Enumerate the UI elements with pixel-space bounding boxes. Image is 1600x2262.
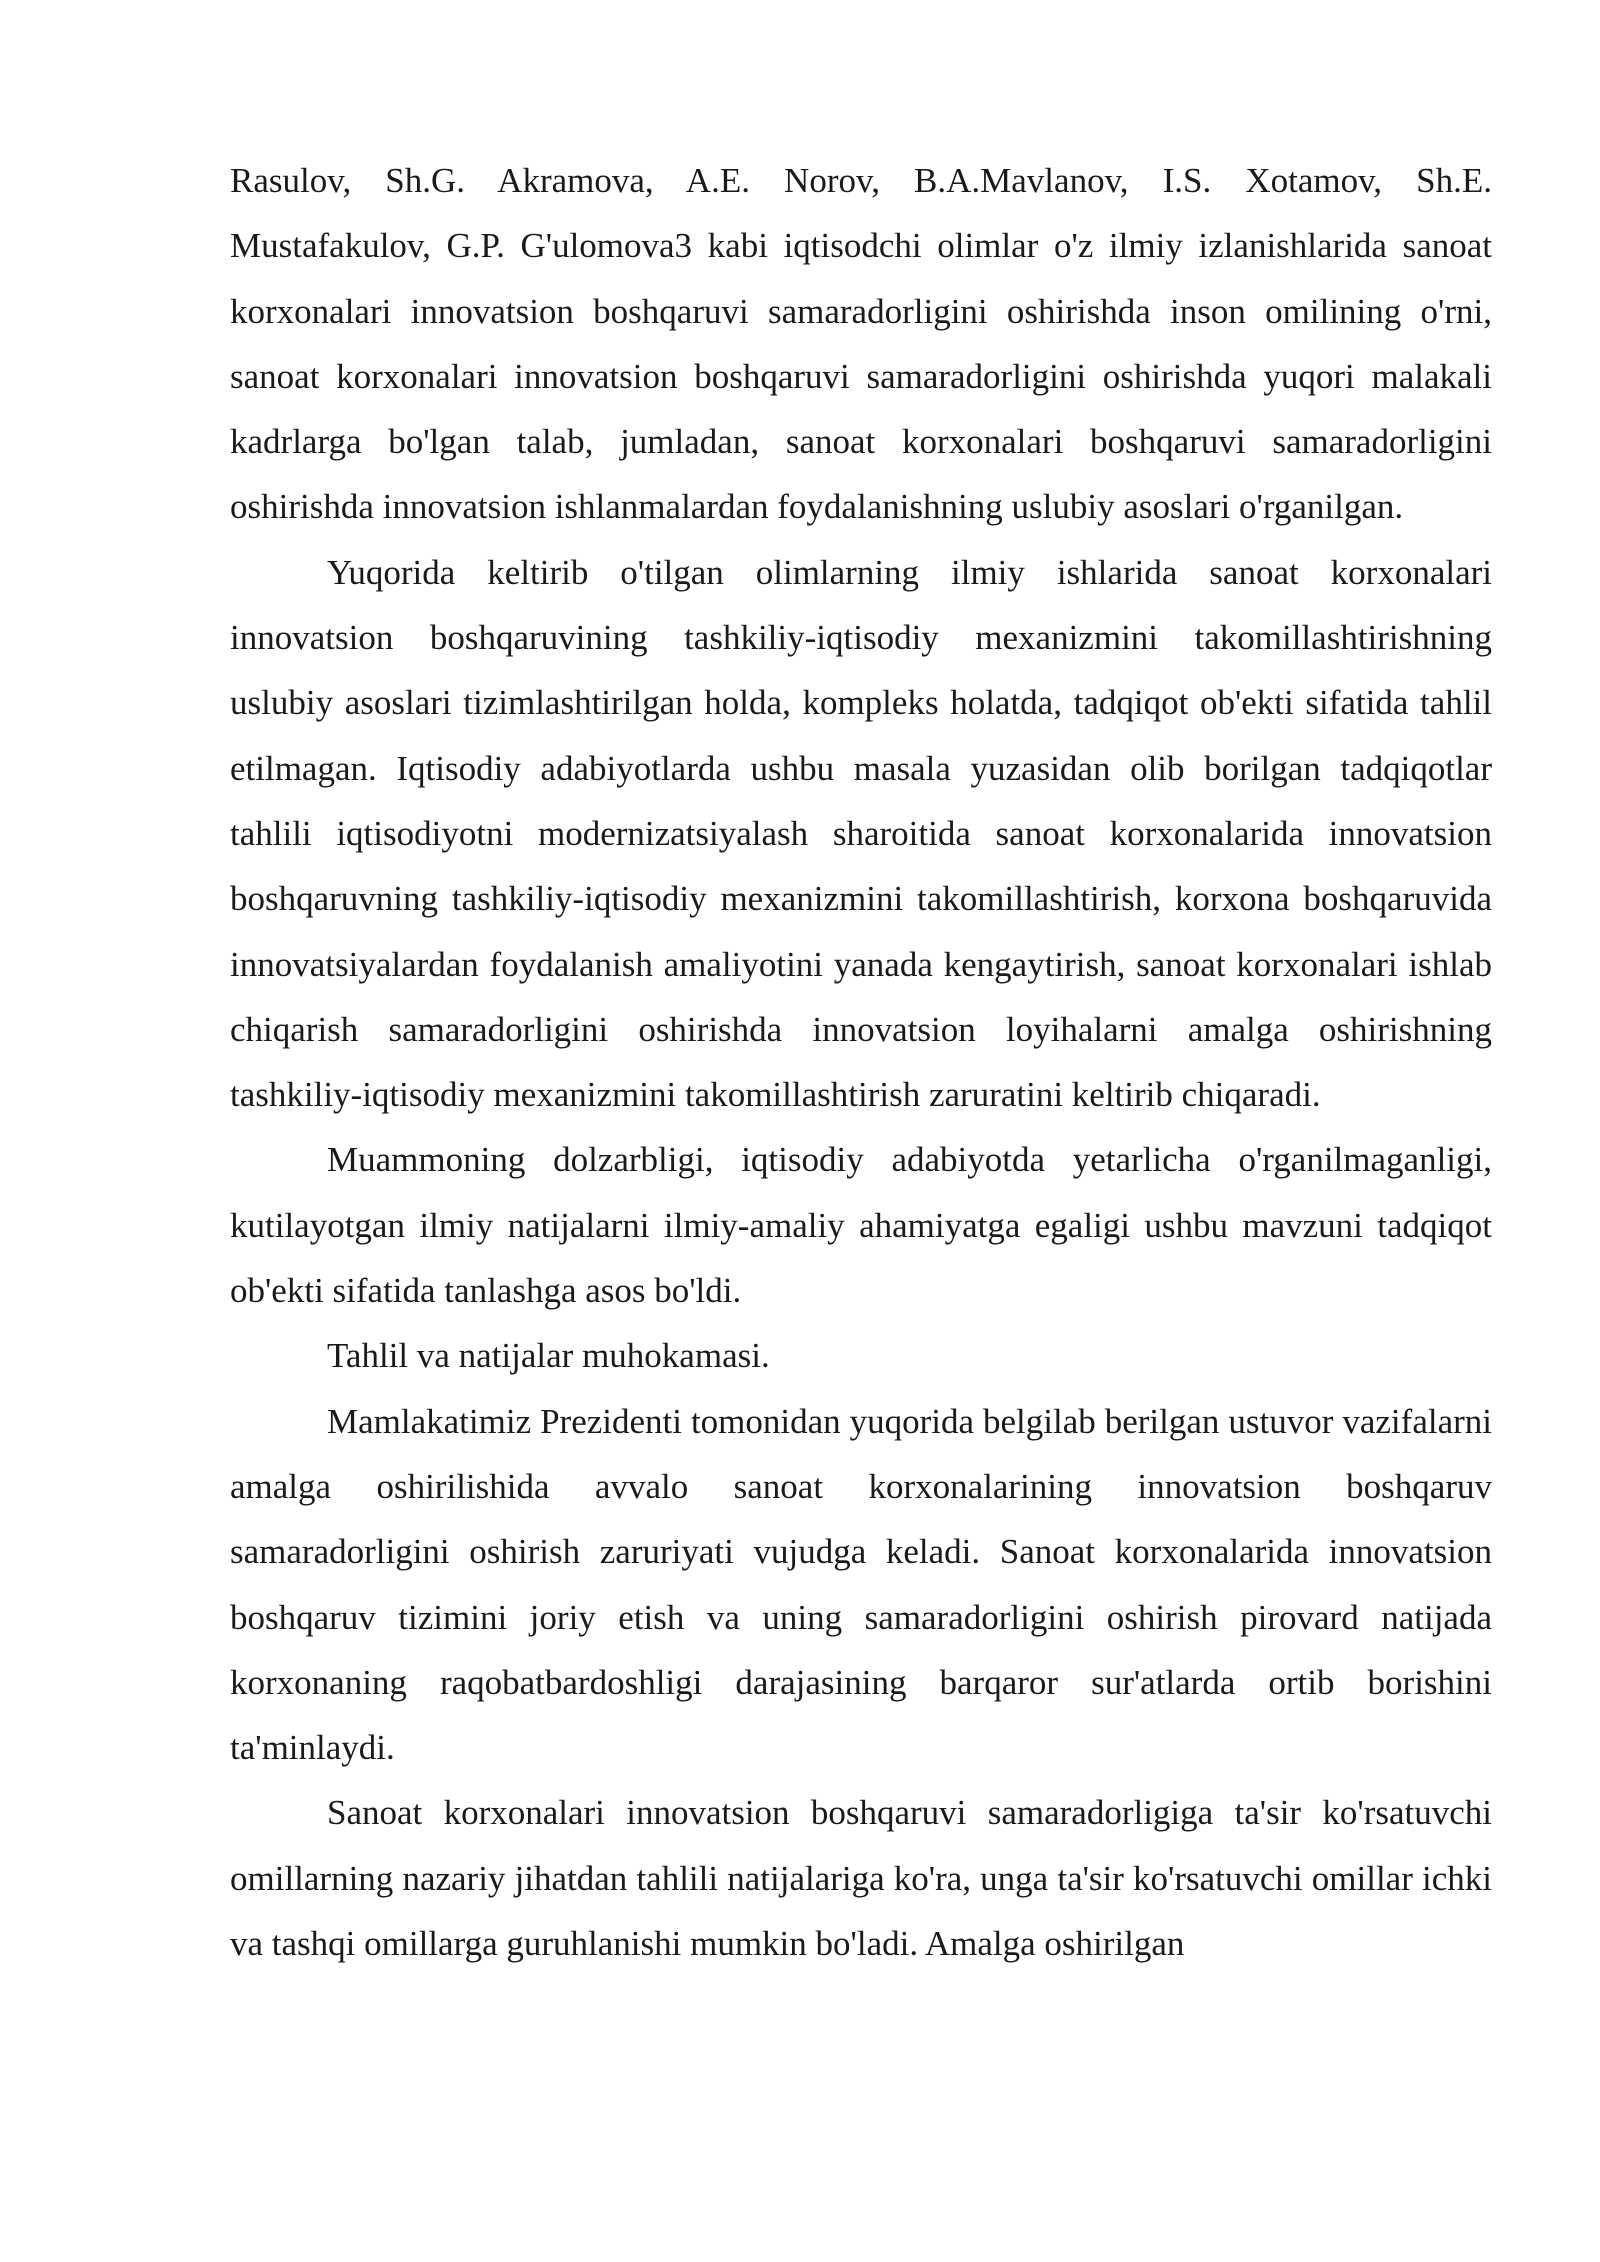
body-text bbox=[230, 148, 1492, 1976]
paragraph-president-tasks: Mamlakatimiz Prezidenti tomonidan yuqorida belgilab berilgan ustuvor vazifalarni amalga oshirilishida avvalo sanoat korxonalarining innovatsion boshqaruv samaradorligini oshirish zaruriyati vujudga keladi. Sanoat korxonalarida innovatsion boshqaruv tizimini joriy etish va uning samaradorligini oshirish pirovard natijada korxonaning raqobatbardoshligi darajasining barqaror sur'atlarda ortib borishini ta'minlaydi. bbox=[230, 1401, 1492, 1768]
paragraph-research-gap: Yuqorida keltirib o'tilgan olimlarning ilmiy ishlarida sanoat korxonalari innovatsion boshqaruvining tashkiliy-iqtisodiy mexanizmini takomillashtirishning uslubiy asoslari tizimlashtirilgan holda, kompleks holatda, tadqiqot ob'ekti sifatida tahlil etilmagan. Iqtisodiy adabiyotlarda ushbu masala yuzasidan olib borilgan tadqiqotlar tahlili iqtisodiyotni modernizatsiyalash sharoitida sanoat korxonalarida innovatsion boshqaruvning tashkiliy-iqtisodiy mexanizmini takomillashtirish, korxona boshqaruvida innovatsiyalardan foydalanish amaliyotini yanada kengaytirish, sanoat korxonalari ishlab chiqarish samaradorligini oshirishda innovatsion loyihalarni amalga oshirishning tashkiliy-iqtisodiy mexanizmini takomillashtirish zaruratini keltirib chiqaradi. bbox=[230, 552, 1492, 1115]
section-heading-analysis: Tahlil va natijalar muhokamasi. bbox=[327, 1336, 770, 1376]
paragraph-factors: Sanoat korxonalari innovatsion boshqaruvi samaradorligiga ta'sir ko'rsatuvchi omillarning nazariy jihatdan tahlili natijalariga ko'ra, unga ta'sir ko'rsatuvchi omillar ichki va tashqi omillarga guruhlanishi mumkin bo'ladi. Amalga oshirilgan bbox=[230, 1793, 1492, 1964]
paragraph-relevance: Muammoning dolzarbligi, iqtisodiy adabiyotda yetarlicha o'rganilmaganligi, kutilayotgan ilmiy natijalarni ilmiy-amaliy ahamiyatga egaligi ushbu mavzuni tadqiqot ob'ekti sifatida tanlashga asos bo'ldi. bbox=[230, 1140, 1492, 1311]
paragraph-author-review: Rasulov, Sh.G. Akramova, A.E. Norov, B.A.Mavlanov, I.S. Xotamov, Sh.E. Mustafakulov, G.P. G'ulomova3 kabi iqtisodchi olimlar o'z ilmiy izlanishlarida sanoat korxonalari innovatsion boshqaruvi samaradorligini oshirishda inson omilining o'rni, sanoat korxonalari innovatsion boshqaruvi samaradorligini oshirishda yuqori malakali kadrlarga bo'lgan talab, jumladan, sanoat korxonalari boshqaruvi samaradorligini oshirishda innovatsion ishlanmalardan foydalanishning uslubiy asoslari o'rganilgan. bbox=[230, 161, 1492, 527]
